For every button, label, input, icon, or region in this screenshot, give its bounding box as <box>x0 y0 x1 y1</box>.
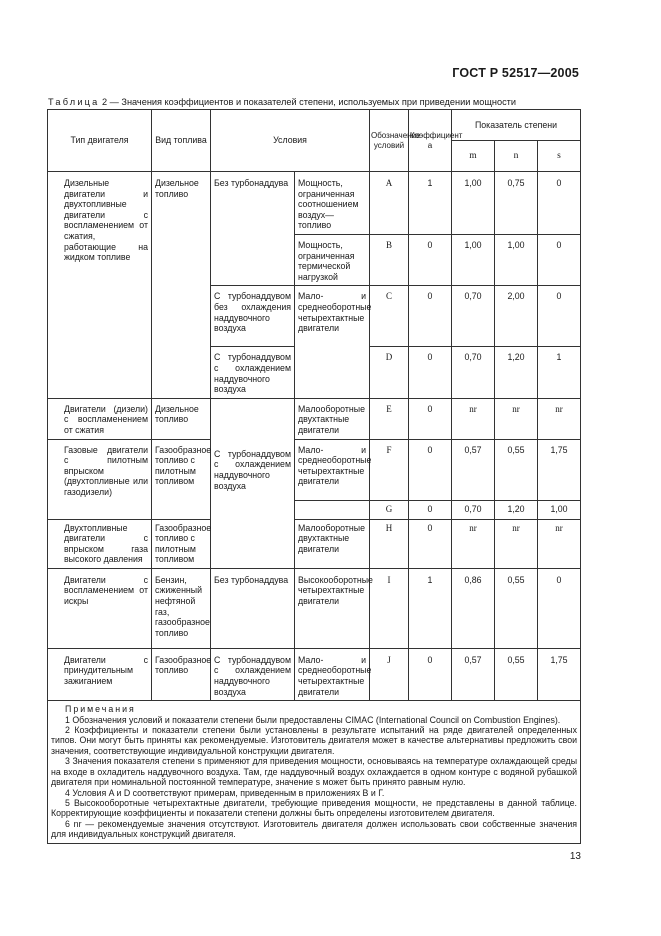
coef-I: 1 <box>409 568 452 648</box>
n-G: 1,20 <box>495 500 538 519</box>
notes-block <box>48 701 581 843</box>
designation-E: E <box>370 398 409 439</box>
caption-prefix: Таблица <box>48 97 100 107</box>
col-conditions: Условия <box>211 110 370 172</box>
n-D: 1,20 <box>495 347 538 398</box>
designation-C: C <box>370 286 409 347</box>
s-H: nr <box>538 519 581 568</box>
designation-G: G <box>370 500 409 519</box>
engine-forced-ignition: Двигатели с принудительным зажиганием <box>48 648 152 700</box>
col-m: m <box>452 141 495 172</box>
cond-low-mid-4stroke-3: Мало- и среднеоборотные четырехтактные двигатели <box>295 648 370 700</box>
col-n: n <box>495 141 538 172</box>
coef-A: 1 <box>409 172 452 235</box>
cond-high-4stroke: Высокооборотные четырехтактные двигатели <box>295 568 370 648</box>
col-s: s <box>538 141 581 172</box>
m-H: nr <box>452 519 495 568</box>
designation-F: F <box>370 439 409 500</box>
engine-dual-high-pressure: Двухтопливные двигатели с впрыском газа высокого давления <box>48 519 152 568</box>
n-F: 0,55 <box>495 439 538 500</box>
fuel-petrol-lpg-gas: Бензин, сжиженный нефтяной газ, газообразное топливо <box>152 568 211 648</box>
fuel-diesel: Дизельное топливо <box>152 172 211 399</box>
col-fuel-type: Вид топлива <box>152 110 211 172</box>
s-D: 1 <box>538 347 581 398</box>
fuel-gas: Газообразное топливо <box>152 648 211 700</box>
coef-E: 0 <box>409 398 452 439</box>
designation-I: I <box>370 568 409 648</box>
page-number: 13 <box>569 851 581 862</box>
m-B: 1,00 <box>452 234 495 285</box>
coef-G: 0 <box>409 500 452 519</box>
note-5: 5 Высокооборотные четырехтактные двигатели, требующие приведения мощности, не представлены в данной таблице. Корректирующие коэффициенты и показатели степени должны быть определены изготовителем двигателя. <box>51 797 578 819</box>
n-C: 2,00 <box>495 286 538 347</box>
cond-empty-g <box>295 500 370 519</box>
m-C: 0,70 <box>452 286 495 347</box>
cond-low-mid-4stroke-2: Мало- и среднеоборотные четырехтактные двигатели <box>295 439 370 500</box>
cond-no-turbo: Без турбонаддува <box>211 172 295 286</box>
coef-F: 0 <box>409 439 452 500</box>
col-engine-type: Тип двигателя <box>48 110 152 172</box>
cond-low-mid-4stroke: Мало- и среднеоборотные четырехтактные двигатели <box>295 286 370 398</box>
note-6: 6 nr — рекомендуемые значения отсутствуют. Изготовитель двигателя должен использовать свои собственные значения для индивидуальных конструкций двигателя. <box>51 818 578 840</box>
cond-turbo-cooling: С турбонаддувом с охлаждением наддувочного воздуха <box>211 347 295 398</box>
m-D: 0,70 <box>452 347 495 398</box>
s-F: 1,75 <box>538 439 581 500</box>
coef-B: 0 <box>409 234 452 285</box>
coef-H: 0 <box>409 519 452 568</box>
designation-D: D <box>370 347 409 398</box>
s-A: 0 <box>538 172 581 235</box>
m-J: 0,57 <box>452 648 495 700</box>
n-A: 0,75 <box>495 172 538 235</box>
fuel-gas-pilot-2: Газообразное топливо с пилотным топливом <box>152 519 211 568</box>
fuel-gas-pilot: Газообразное топливо с пилотным топливом <box>152 439 211 519</box>
s-J: 1,75 <box>538 648 581 700</box>
cond-power-thermal: Мощность, ограниченная термической нагрузкой <box>295 234 370 285</box>
fuel-diesel-2: Дизельное топливо <box>152 398 211 439</box>
n-H: nr <box>495 519 538 568</box>
m-F: 0,57 <box>452 439 495 500</box>
coef-J: 0 <box>409 648 452 700</box>
col-exponent: Показатель степени <box>452 110 581 141</box>
designation-J: J <box>370 648 409 700</box>
s-E: nr <box>538 398 581 439</box>
note-4: 4 Условия A и D соответствуют примерам, приведенным в приложениях В и Г. <box>65 787 385 798</box>
note-3: 3 Значения показателя степени s применяют для приведения мощности, основываясь на температуре охлаждающей среды на входе в охладитель наддувочного воздуха. Там, где наддувочный воздух охлаждается в одном контуре с водяной рубашкой двигателя при номинальной постоянной температуре, значение s может быть принято равным нулю. <box>51 756 578 788</box>
n-B: 1,00 <box>495 234 538 285</box>
col-coefficient: Коэффициент a <box>409 110 452 172</box>
m-E: nr <box>452 398 495 439</box>
table-caption <box>48 97 516 107</box>
designation-H: H <box>370 519 409 568</box>
cond-low-2stroke: Малооборотные двухтактные двигатели <box>295 398 370 439</box>
coefficients-table <box>47 109 581 844</box>
n-J: 0,55 <box>495 648 538 700</box>
engine-gas-pilot: Газовые двигатели с пилотным впрыском (двухтопливные или газодизели) <box>48 439 152 519</box>
n-E: nr <box>495 398 538 439</box>
cond-turbo-no-cooling: С турбонаддувом без охлаждения наддувочного воздуха <box>211 286 295 347</box>
col-designation: Обозначение условий <box>370 110 409 172</box>
n-I: 0,55 <box>495 568 538 648</box>
engine-spark-ignition: Двигатели с воспламенением от искры <box>48 568 152 648</box>
cond-low-2stroke-2: Малооборотные двухтактные двигатели <box>295 519 370 568</box>
engine-diesel: Дизельные двигатели и двухтопливные двигатели с воспламенением от сжатия, работающие на жидком топливе <box>48 172 152 399</box>
s-G: 1,00 <box>538 500 581 519</box>
note-2: 2 Коэффициенты и показатели степени были установлены в результате испытаний на ряде двигателей определенных типов. Они могут быть приняты как рекомендуемые. Изготовитель двигателя может в качестве альтернативы предложить свои значения, соответствующие индивидуальной конструкции двигателя. <box>51 725 578 756</box>
s-C: 0 <box>538 286 581 347</box>
caption-text: 2 — Значения коэффициентов и показателей степени, используемых при приведении мощности <box>99 97 516 107</box>
engine-compression-ignition: Двигатели (дизели) с воспламенением от сжатия <box>48 398 152 439</box>
cond-turbo-cooling-2: С турбонаддувом с охлаждением наддувочного воздуха <box>211 398 295 568</box>
s-B: 0 <box>538 234 581 285</box>
notes-title: Примечания <box>65 704 136 715</box>
m-I: 0,86 <box>452 568 495 648</box>
m-G: 0,70 <box>452 500 495 519</box>
m-A: 1,00 <box>452 172 495 235</box>
coef-C: 0 <box>409 286 452 347</box>
s-I: 0 <box>538 568 581 648</box>
cond-no-turbo-2: Без турбонаддува <box>211 568 295 648</box>
document-code: ГОСТ Р 52517—2005 <box>452 66 579 80</box>
designation-B: B <box>370 234 409 285</box>
note-1: 1 Обозначения условий и показатели степени были предоставлены CIMAC (International Council on Combustion Engines). <box>65 714 561 725</box>
cond-turbo-cooling-3: С турбонаддувом с охлаждением наддувочного воздуха <box>211 648 295 700</box>
designation-A: A <box>370 172 409 235</box>
cond-power-air-fuel: Мощность, ограниченная соотношением воздух—топливо <box>295 172 370 235</box>
coef-D: 0 <box>409 347 452 398</box>
